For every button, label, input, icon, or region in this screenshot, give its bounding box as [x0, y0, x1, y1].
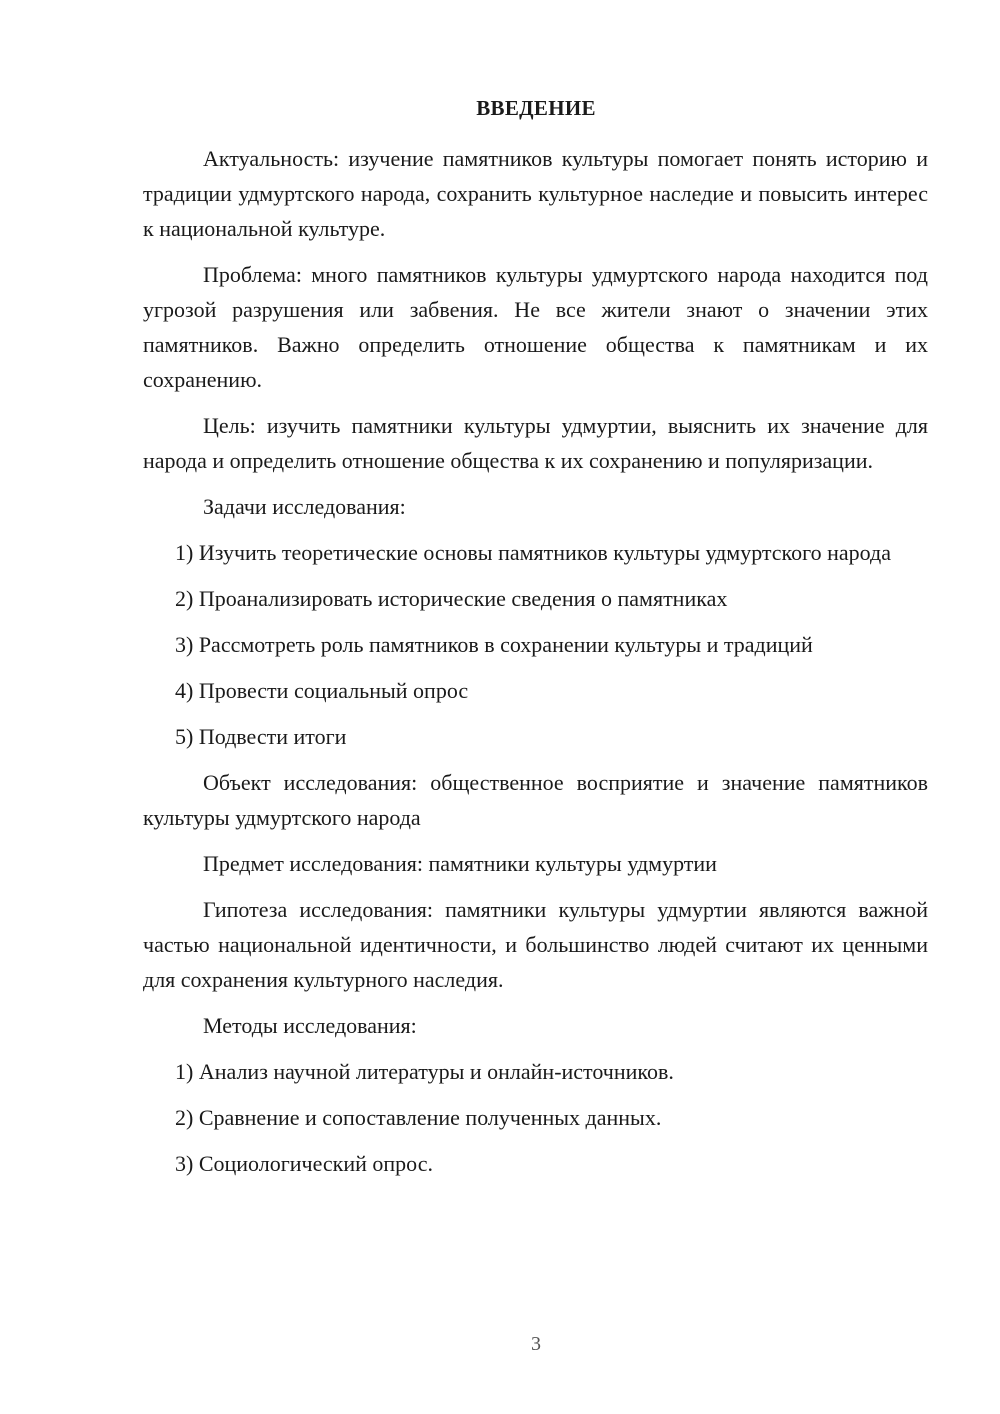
object-paragraph: Объект исследования: общественное восприятие и значение памятников культуры удмуртского народа [143, 770, 928, 830]
page-number: 3 [531, 1333, 541, 1355]
relevance-paragraph: Актуальность: изучение памятников культуры помогает понять историю и традиции удмуртского народа, сохранить культурное наследие и повысить интерес к национальной культуре. [143, 146, 928, 241]
goal-paragraph: Цель: изучить памятники культуры удмуртии, выяснить их значение для народа и определить отношение общества к их сохранению и популяризации. [143, 413, 928, 473]
page-content [143, 141, 928, 1181]
task-item-1: 1) Изучить теоретические основы памятников культуры удмуртского народа [175, 540, 891, 565]
task-item-5: 5) Подвести итоги [175, 724, 347, 749]
task-item-4: 4) Провести социальный опрос [175, 678, 469, 703]
hypothesis-paragraph: Гипотеза исследования: памятники культуры удмуртии являются важной частью национальной идентичности, и большинство людей считают их ценными для сохранения культурного наследия. [143, 897, 928, 992]
task-item-2: 2) Проанализировать исторические сведения о памятниках [175, 586, 728, 611]
task-item-3: 3) Рассмотреть роль памятников в сохранении культуры и традиций [175, 632, 813, 657]
method-item-3: 3) Социологический опрос. [175, 1151, 433, 1176]
methods-heading: Методы исследования: [203, 1013, 417, 1038]
subject-paragraph: Предмет исследования: памятники культуры удмуртии [203, 851, 717, 876]
problem-paragraph: Проблема: много памятников культуры удмуртского народа находится под угрозой разрушения или забвения. Не все жители знают о значении этих памятников. Важно определить отношение общества к памятникам и их сохранению. [143, 262, 928, 392]
tasks-heading: Задачи исследования: [203, 494, 406, 519]
method-item-1: 1) Анализ научной литературы и онлайн-источников. [175, 1059, 674, 1084]
method-item-2: 2) Сравнение и сопоставление полученных данных. [175, 1105, 662, 1130]
page-title: ВВЕДЕНИЕ [476, 96, 596, 120]
